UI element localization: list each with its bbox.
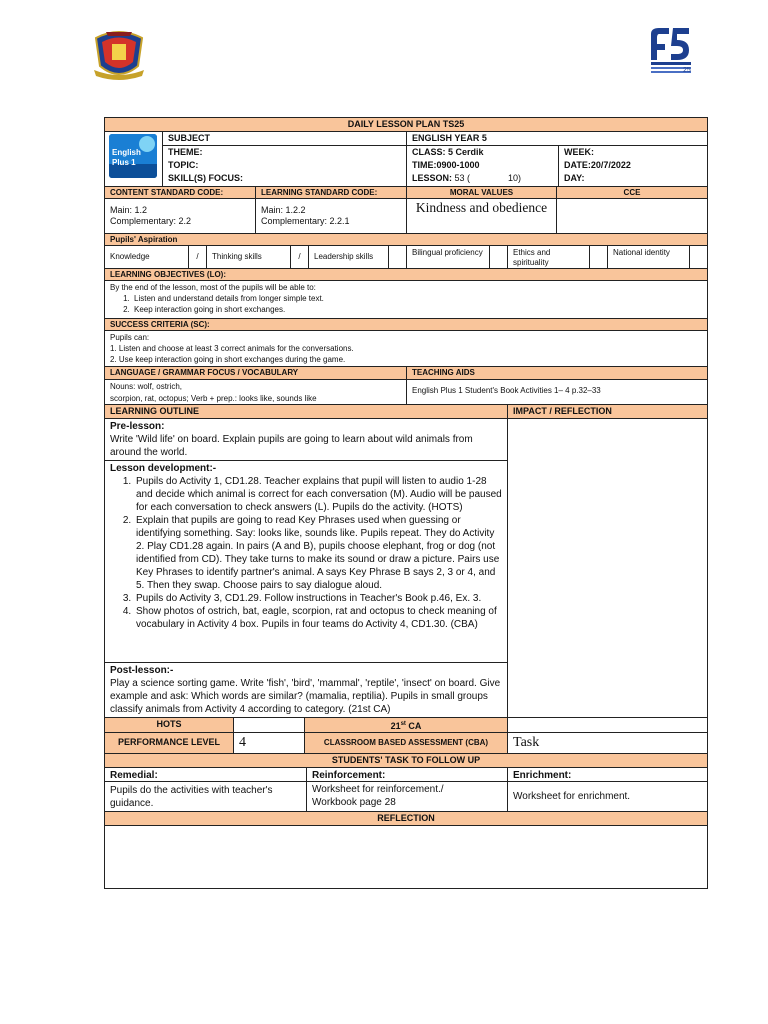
development-item: 1. Pupils do Activity 1, CD1.28. Teacher explains that pupil will listen to audio 1-28 and decide which animal is correct for each conversation (M). Audio will be paused for each conversation to check answers (L). Pupils do the activity. (HOTS) bbox=[134, 475, 502, 514]
remedial-text: Pupils do the activities with teacher's guidance. bbox=[105, 782, 307, 811]
school-crest-logo bbox=[92, 24, 146, 82]
success-intro: Pupils can: bbox=[110, 333, 150, 342]
aspiration-mark-national bbox=[690, 246, 707, 268]
moral-values-label: MORAL VALUES bbox=[407, 187, 557, 198]
outline-body bbox=[105, 419, 508, 717]
success-line-2: 2. Use keep interaction going in short exchanges during the game. bbox=[110, 355, 346, 364]
language-row bbox=[105, 380, 707, 405]
moral-value: Kindness and obedience bbox=[407, 199, 557, 233]
post-lesson-cell bbox=[105, 663, 507, 717]
aspiration-item-bilingual: Bilingual proficiency bbox=[407, 246, 490, 268]
aspiration-label: Pupils' Aspiration bbox=[110, 235, 178, 244]
ca-suffix: CA bbox=[405, 721, 422, 731]
post-lesson-label: Post-lesson:- bbox=[110, 665, 174, 676]
ca-label: 21 bbox=[390, 721, 401, 731]
enrichment-label: Enrichment: bbox=[513, 770, 572, 781]
success-cell bbox=[105, 331, 707, 366]
content-main: Main: 1.2 bbox=[110, 205, 148, 215]
ts25-logo bbox=[645, 24, 697, 80]
content-standard-cell bbox=[105, 199, 256, 233]
success-line-1: 1. Listen and choose at least 3 correct animals for the conversations. bbox=[110, 344, 354, 353]
reflection-label: REFLECTION bbox=[377, 813, 435, 823]
objectives-intro: By the end of the lesson, most of the pupils will be able to: bbox=[110, 283, 316, 292]
teaching-aids-value: English Plus 1 Student's Book Activities 1– 4 p.32–33 bbox=[412, 386, 601, 395]
performance-level-label: PERFORMANCE LEVEL bbox=[105, 733, 234, 753]
development-label: Lesson development:- bbox=[110, 463, 217, 474]
page-title: DAILY LESSON PLAN TS25 bbox=[347, 119, 465, 129]
impact-reflection-cell bbox=[508, 419, 707, 717]
performance-level-value: 4 bbox=[234, 733, 305, 753]
ca-value bbox=[508, 718, 707, 732]
aspiration-mark-leadership bbox=[389, 246, 407, 268]
enrichment-text: Worksheet for enrichment. bbox=[513, 791, 631, 802]
remedial-label: Remedial: bbox=[105, 768, 307, 781]
cba-label: CLASSROOM BASED ASSESSMENT (CBA) bbox=[305, 733, 508, 753]
aspiration-header-row bbox=[105, 234, 707, 246]
development-item: 3. Pupils do Activity 3, CD1.29. Follow instructions in Teacher's Book p.46, Ex. 3. bbox=[134, 592, 502, 605]
title-row bbox=[105, 118, 707, 132]
language-label: LANGUAGE / GRAMMAR FOCUS / VOCABULARY bbox=[105, 367, 407, 379]
aspiration-mark-knowledge: / bbox=[189, 246, 207, 268]
teaching-aids-label: TEACHING AIDS bbox=[412, 368, 475, 377]
time-label: TIME:0900-1000 bbox=[412, 160, 480, 170]
ca-sup: st bbox=[400, 721, 406, 727]
content-standard-label: CONTENT STANDARD CODE: bbox=[105, 187, 256, 198]
aspiration-mark-bilingual bbox=[490, 246, 508, 268]
learning-standard-cell bbox=[256, 199, 407, 233]
followup-label: STUDENTS' TASK TO FOLLOW UP bbox=[331, 755, 481, 765]
aspiration-mark-ethics bbox=[590, 246, 608, 268]
theme-label: THEME: bbox=[168, 147, 203, 157]
followup-labels-row bbox=[105, 768, 707, 782]
class-label: CLASS: 5 Cerdik bbox=[412, 147, 484, 157]
svg-text:25: 25 bbox=[683, 67, 691, 74]
success-row bbox=[105, 331, 707, 367]
pre-lesson-label: Pre-lesson: bbox=[110, 421, 165, 432]
textbook-cover-image bbox=[109, 134, 157, 178]
performance-row bbox=[105, 733, 707, 754]
learning-comp: Complementary: 2.2.1 bbox=[261, 216, 350, 226]
reinforcement-line-2: Workbook page 28 bbox=[312, 797, 396, 808]
pre-lesson-text: Write 'Wild life' on board. Explain pupils are going to learn about wild animals from around the world. bbox=[110, 434, 473, 458]
lesson-row bbox=[412, 173, 553, 186]
hots-row bbox=[105, 717, 707, 733]
objectives-label: LEARNING OBJECTIVES (LO): bbox=[110, 270, 227, 279]
skills-label: SKILL(S) FOCUS: bbox=[168, 173, 243, 183]
development-item: 2. Explain that pupils are going to read Key Phrases used when guessing or identifying something. Say: looks like, sounds like. Pupils repeat. They do Activity 2. Play CD1.28 again. In pairs (A and B), pupils choose elephant, frog or dog (not identified from CD). They take turns to make its sound or draw a picture. Pairs use Key Phrases to identify partner's animal. A says Key Phrase B says 2, 3 or 4, and 5. Then they swap. Choose pairs to say dialogue aloud. bbox=[134, 514, 502, 592]
week-date-cell bbox=[559, 146, 707, 187]
date-label: DATE:20/7/2022 bbox=[564, 160, 631, 170]
reflection-header-row bbox=[105, 812, 707, 826]
learning-standard-label: LEARNING STANDARD CODE: bbox=[256, 187, 407, 198]
aspiration-item-ethics: Ethics and spirituality bbox=[508, 246, 590, 268]
objectives-row bbox=[105, 281, 707, 319]
reinforcement-line-1: Worksheet for reinforcement./ bbox=[312, 784, 444, 795]
followup-header-row bbox=[105, 754, 707, 768]
standards-header-row bbox=[105, 187, 707, 199]
success-label: SUCCESS CRITERIA (SC): bbox=[110, 320, 210, 329]
class-time-cell bbox=[407, 146, 559, 187]
aspiration-item-national: National identity bbox=[608, 246, 690, 268]
pre-lesson-cell bbox=[105, 419, 507, 461]
subject-label: SUBJECT bbox=[163, 132, 407, 146]
hots-label: HOTS bbox=[105, 718, 234, 732]
day-label: DAY: bbox=[564, 173, 585, 183]
standards-row bbox=[105, 199, 707, 234]
objective-item: 1. Listen and understand details from longer simple text. bbox=[132, 293, 702, 304]
aspiration-mark-thinking: / bbox=[291, 246, 309, 268]
cce-label: CCE bbox=[623, 188, 641, 197]
learning-outline-label: LEARNING OUTLINE bbox=[105, 405, 508, 418]
aspiration-row bbox=[105, 246, 707, 269]
post-lesson-text: Play a science sorting game. Write 'fish', 'bird', 'mammal', 'reptile', 'insect' on board. Give example and ask: Which words are similar? (mamalia, reptilia). Pupils in small groups classify animals from Activity 4 according to category. (21st CA) bbox=[110, 678, 501, 715]
reinforcement-label: Reinforcement: bbox=[307, 768, 508, 781]
lesson-plan-table bbox=[104, 117, 708, 889]
followup-values-row bbox=[105, 782, 707, 812]
objectives-cell bbox=[105, 281, 707, 318]
aspiration-item-knowledge: Knowledge bbox=[105, 246, 189, 268]
reflection-cell bbox=[105, 826, 707, 888]
cba-value: Task bbox=[513, 735, 540, 750]
outline-header-row bbox=[105, 405, 707, 419]
objective-item: 2. Keep interaction going in short exchanges. bbox=[132, 304, 702, 315]
language-header-row bbox=[105, 367, 707, 380]
subject-value: ENGLISH YEAR 5 bbox=[407, 132, 707, 146]
lesson-label: LESSON: bbox=[412, 173, 453, 183]
content-comp: Complementary: 2.2 bbox=[110, 216, 192, 226]
aspiration-item-leadership: Leadership skills bbox=[309, 246, 389, 268]
topic-label: TOPIC: bbox=[168, 160, 199, 170]
aspiration-item-thinking: Thinking skills bbox=[207, 246, 291, 268]
cover-text: English Plus 1 bbox=[112, 148, 141, 167]
development-item: 4. Show photos of ostrich, bat, eagle, scorpion, rat and octopus to check meaning of vocabulary in Activity 4 box. Pupils in four teams do Activity 4, CD1.30. (CBA) bbox=[134, 605, 502, 631]
learning-main: Main: 1.2.2 bbox=[261, 205, 306, 215]
cover-cell bbox=[105, 132, 163, 186]
hots-value bbox=[234, 718, 305, 732]
cce-value bbox=[557, 199, 707, 233]
lesson-value: 53 ( bbox=[454, 173, 471, 183]
week-label: WEEK: bbox=[564, 147, 594, 157]
objectives-header-row bbox=[105, 269, 707, 281]
lesson-value-end: 10) bbox=[508, 173, 522, 183]
language-cell bbox=[105, 380, 407, 404]
ca-label-cell bbox=[305, 718, 508, 732]
theme-topic-cell bbox=[163, 146, 407, 187]
reinforcement-cell bbox=[307, 782, 508, 811]
impact-reflection-label: IMPACT / REFLECTION bbox=[513, 406, 612, 416]
development-cell bbox=[105, 461, 507, 663]
success-header-row bbox=[105, 319, 707, 331]
language-line-1: Nouns: wolf, ostrich, bbox=[110, 382, 183, 391]
language-line-2: scorpion, rat, octopus; Verb + prep.: looks like, sounds like bbox=[110, 394, 317, 403]
